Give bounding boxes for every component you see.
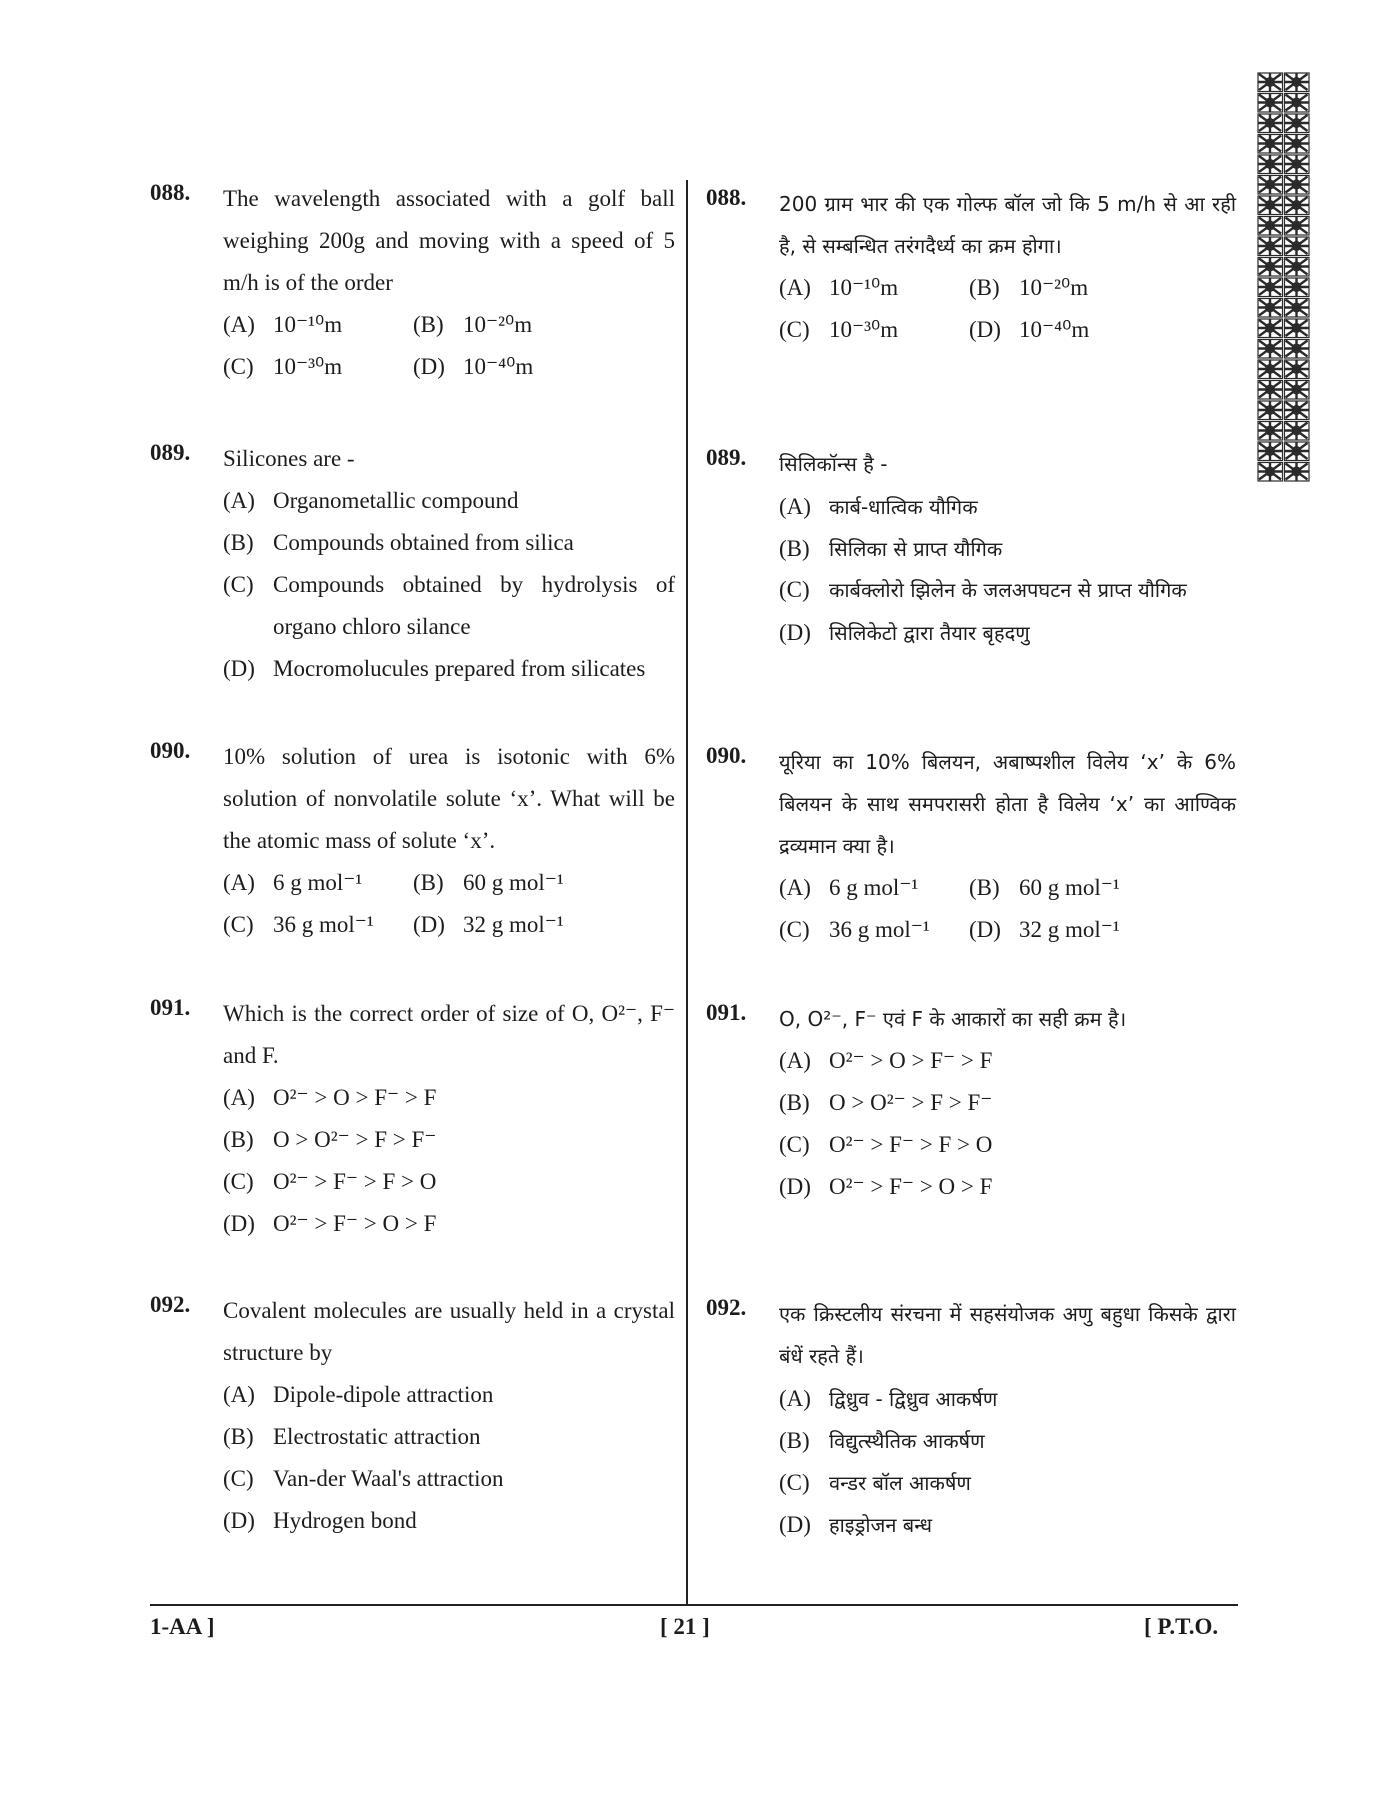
- question-text: यूरिया का 10% बिलयन, अबाष्पशील विलेय ‘x’ के 6% बिलयन के साथ समपरासरी होता है विलेय ‘x’ का आण्विक द्रव्यमान क्या है।: [779, 750, 1236, 858]
- question-number: 092.: [706, 1295, 747, 1320]
- question-090-en: [150, 736, 675, 946]
- option-d: (D) 32 g mol⁻¹: [413, 912, 564, 937]
- option-b: (B) विद्युत्स्थैतिक आकर्षण: [779, 1427, 985, 1453]
- option-b: (B) Electrostatic attraction: [223, 1424, 481, 1449]
- question-text: Silicones are -: [223, 446, 355, 471]
- option-c: (C) 10⁻³⁰m: [223, 354, 343, 379]
- question-090-hi: [706, 741, 1236, 951]
- question-092-en: [150, 1290, 675, 1542]
- options: [223, 1077, 675, 1245]
- option-d: (D) 32 g mol⁻¹: [969, 917, 1120, 942]
- option-c: (C) कार्बक्लोरो झिलेन के जलअपघटन से प्राप्त यौगिक: [779, 577, 1187, 602]
- pto-label: [ P.T.O.: [1144, 1614, 1219, 1639]
- option-b: (B) 60 g mol⁻¹: [413, 870, 564, 895]
- option-c: (C) 36 g mol⁻¹: [779, 917, 930, 942]
- question-text: 10% solution of urea is isotonic with 6% solution of nonvolatile solute ‘x’. What will be the atomic mass of solute ‘x’.: [223, 744, 675, 853]
- question-text: Which is the correct order of size of O, O²⁻, F⁻ and F.: [223, 1001, 675, 1068]
- option-a: (A) कार्ब-धात्विक यौगिक: [779, 493, 978, 519]
- column-divider: [686, 180, 688, 1605]
- option-a: (A) 10⁻¹⁰m: [779, 275, 899, 300]
- footer-rule: [150, 1604, 1238, 1606]
- question-number: 090.: [706, 743, 747, 768]
- option-a: (A) 6 g mol⁻¹: [779, 875, 919, 900]
- option-b: (B) 10⁻²⁰m: [413, 312, 533, 337]
- question-number: 089.: [150, 440, 191, 465]
- question-number: 092.: [150, 1292, 191, 1317]
- question-092-hi: [706, 1293, 1236, 1545]
- question-091-hi: [706, 998, 1236, 1208]
- question-number: 091.: [706, 1000, 747, 1025]
- option-d: (D) 10⁻⁴⁰m: [969, 317, 1090, 342]
- option-b: (B) Compounds obtained from silica: [223, 530, 574, 555]
- options: [223, 480, 675, 690]
- option-d: (D) O²⁻ > F⁻ > O > F: [223, 1211, 437, 1236]
- question-text: 200 ग्राम भार की एक गोल्फ बॉल जो कि 5 m/h से आ रही है, से सम्बन्धित तरंगदैर्ध्य का क्रम होगा।: [779, 192, 1236, 258]
- question-text: The wavelength associated with a golf ball weighing 200g and moving with a speed of 5 m/h is of the order: [223, 186, 675, 295]
- option-c: (C) Compounds obtained by hydrolysis of organo chloro silance: [223, 572, 675, 639]
- option-d: (D) O²⁻ > F⁻ > O > F: [779, 1174, 993, 1199]
- question-number: 091.: [150, 995, 191, 1020]
- option-b: (B) O > O²⁻ > F > F⁻: [223, 1127, 437, 1152]
- options: [779, 485, 1236, 653]
- option-a: (A) Organometallic compound: [223, 488, 519, 513]
- option-d: (D) हाइड्रोजन बन्ध: [779, 1511, 933, 1537]
- options: [779, 267, 1236, 351]
- option-c: (C) वन्डर बॉल आकर्षण: [779, 1469, 971, 1495]
- option-b: (B) सिलिका से प्राप्त यौगिक: [779, 535, 1003, 561]
- options: [223, 1374, 675, 1542]
- options: [779, 1040, 1236, 1208]
- question-text: एक क्रिस्टलीय संरचना में सहसंयोजक अणु बहुधा किसके द्वारा बंधें रहते हैं।: [779, 1302, 1236, 1368]
- question-089-hi: [706, 443, 1236, 653]
- option-a: (A) 10⁻¹⁰m: [223, 312, 343, 337]
- options: [223, 862, 675, 946]
- question-091-en: [150, 993, 675, 1245]
- booklet-code: 1-AA ]: [150, 1614, 215, 1639]
- option-d: (D) Hydrogen bond: [223, 1508, 417, 1533]
- option-c: (C) 36 g mol⁻¹: [223, 912, 374, 937]
- option-b: (B) 10⁻²⁰m: [969, 275, 1089, 300]
- question-text: Covalent molecules are usually held in a crystal structure by: [223, 1298, 675, 1365]
- options: [779, 867, 1236, 951]
- question-number: 089.: [706, 445, 747, 470]
- option-a: (A) O²⁻ > O > F⁻ > F: [223, 1085, 437, 1110]
- question-089-en: [150, 438, 675, 690]
- option-b: (B) O > O²⁻ > F > F⁻: [779, 1090, 993, 1115]
- option-d: (D) 10⁻⁴⁰m: [413, 354, 534, 379]
- option-c: (C) Van-der Waal's attraction: [223, 1466, 504, 1491]
- option-d: (D) Mocromolucules prepared from silicates: [223, 656, 646, 681]
- question-088-en: [150, 178, 675, 388]
- decorative-pattern-icon: [1257, 72, 1310, 482]
- question-number: 088.: [150, 180, 191, 205]
- options: [779, 1377, 1236, 1545]
- options: [223, 304, 675, 388]
- question-number: 088.: [706, 185, 747, 210]
- option-a: (A) 6 g mol⁻¹: [223, 870, 363, 895]
- option-a: (A) द्विध्रुव - द्विध्रुव आकर्षण: [779, 1385, 998, 1411]
- page-number: [ 21 ]: [660, 1614, 710, 1639]
- option-c: (C) 10⁻³⁰m: [779, 317, 899, 342]
- question-text: O, O²⁻, F⁻ एवं F के आकारों का सही क्रम है।: [779, 1007, 1127, 1031]
- question-number: 090.: [150, 738, 191, 763]
- option-c: (C) O²⁻ > F⁻ > F > O: [779, 1132, 993, 1157]
- option-d: (D) सिलिकेटो द्वारा तैयार बृहदणु: [779, 619, 1030, 645]
- option-b: (B) 60 g mol⁻¹: [969, 875, 1120, 900]
- question-088-hi: [706, 183, 1236, 351]
- option-a: (A) O²⁻ > O > F⁻ > F: [779, 1048, 993, 1073]
- option-a: (A) Dipole-dipole attraction: [223, 1382, 494, 1407]
- option-c: (C) O²⁻ > F⁻ > F > O: [223, 1169, 437, 1194]
- question-text: सिलिकॉन्स है -: [779, 452, 888, 476]
